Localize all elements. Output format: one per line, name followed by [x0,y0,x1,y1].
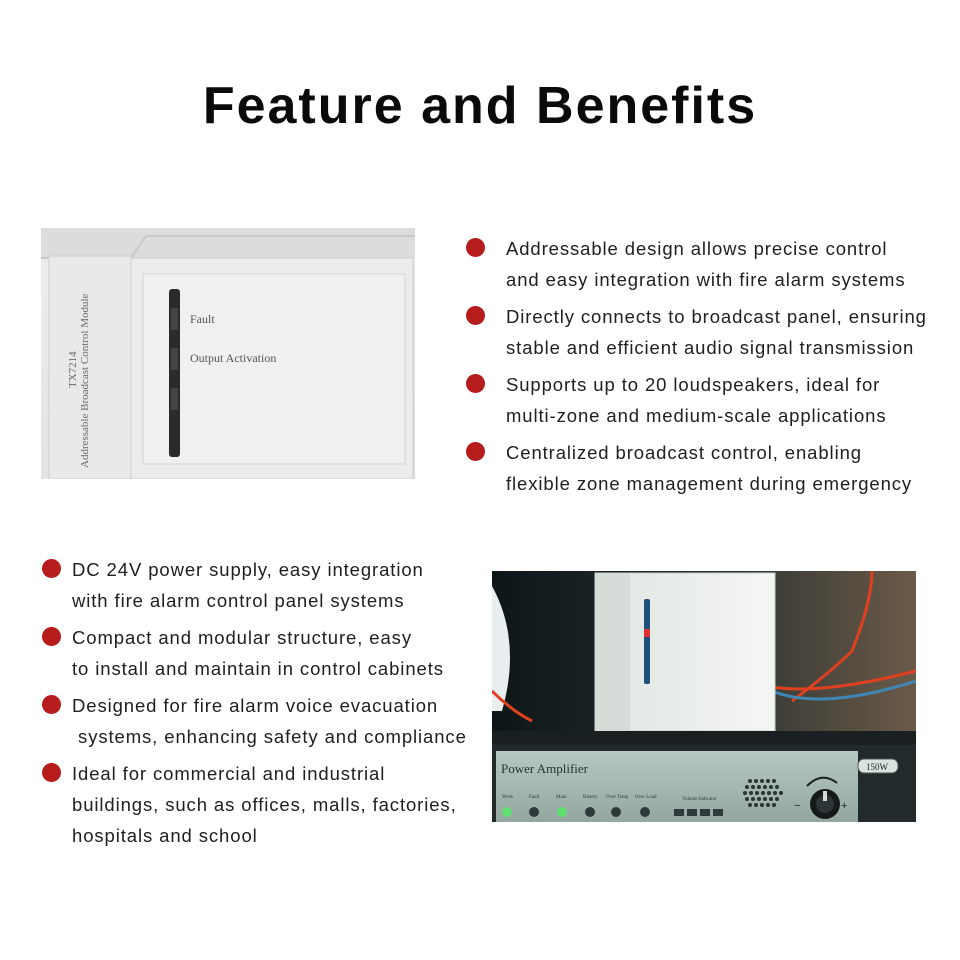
model-label: TX7214 [67,351,79,388]
feature-line: to install and maintain in control cabinets [72,658,444,679]
feature-line: hospitals and school [72,825,258,846]
module-photo [41,228,415,479]
indicator-label: Over Temp [606,795,629,800]
product-name-label: Addressable Broadcast Control Module [79,293,91,468]
feature-line: Compact and modular structure, easy [72,627,412,648]
bullet-icon [466,374,485,393]
indicator-label: Over Load [635,795,657,800]
bullet-icon [466,442,485,461]
feature-line: stable and efficient audio signal transmission [506,337,915,358]
features-top-list [466,233,956,505]
rating-badge: 150W [866,762,888,772]
fault-label: Fault [190,312,215,326]
feature-line: with fire alarm control panel systems [72,590,405,611]
feature-line: Addressable design allows precise control [506,238,888,259]
feature-line: DC 24V power supply, easy integration [72,559,424,580]
svg-text:−: − [794,800,801,812]
bullet-icon [42,695,61,714]
feature-line: Ideal for commercial and industrial [72,763,386,784]
installation-photo [492,571,916,822]
indicator-label: Battery [583,795,598,800]
bullet-icon [42,627,61,646]
volume-indicator-label: Volume Indicator [682,797,717,802]
feature-line: buildings, such as offices, malls, factories, [72,794,457,815]
bullet-icon [42,763,61,782]
list-item [466,437,956,499]
feature-line: Directly connects to broadcast panel, ensuring [506,306,927,327]
list-item [42,690,492,752]
bullet-icon [466,238,485,257]
indicator-label: Main [556,795,567,800]
list-item [42,554,492,616]
indicator-label: Fault [529,795,540,800]
svg-text:+: + [841,800,848,812]
page-title: Feature and Benefits [202,77,758,135]
feature-line: multi-zone and medium-scale applications [506,405,887,426]
list-item [42,622,492,684]
feature-line: systems, enhancing safety and compliance [72,726,467,747]
feature-line: Supports up to 20 loudspeakers, ideal for [506,374,881,395]
feature-line: Designed for fire alarm voice evacuation [72,695,439,716]
list-item [466,301,956,363]
bullet-icon [42,559,61,578]
output-activation-label: Output Activation [190,351,277,365]
feature-line: Centralized broadcast control, enabling [506,442,862,463]
list-item [466,369,956,431]
list-item [42,758,492,851]
amplifier-title: Power Amplifier [501,761,589,776]
list-item [466,233,956,295]
indicator-label: Work [502,795,513,800]
feature-line: flexible zone management during emergency [506,473,913,494]
bullet-icon [466,306,485,325]
features-bottom-list [42,554,492,857]
feature-line: and easy integration with fire alarm systems [506,269,906,290]
